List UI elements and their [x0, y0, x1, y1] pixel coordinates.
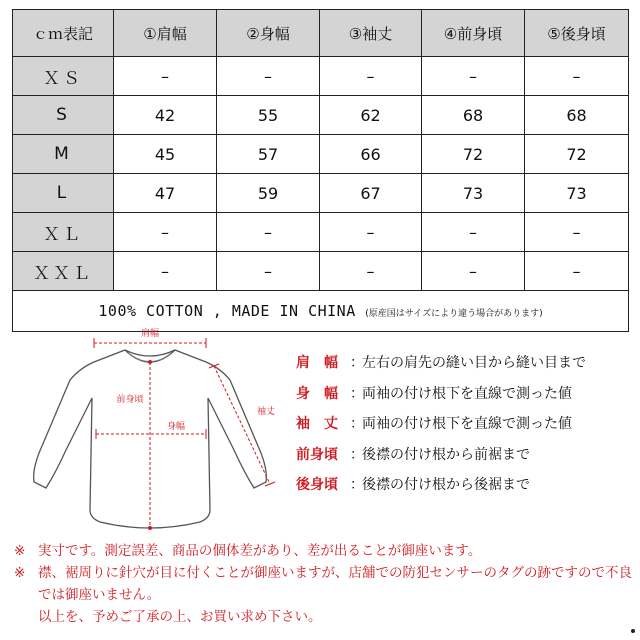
note-item: [14, 562, 634, 606]
body-width-label: 身幅: [166, 422, 186, 432]
table-cell: 47: [114, 174, 217, 213]
origin-disclaimer: (原産国はサイズにより違う場合があります): [365, 309, 543, 319]
size-label: ＸＸＬ: [13, 252, 114, 291]
sleeve-tick-bottom: [265, 482, 275, 486]
table-header-row: [13, 10, 629, 57]
legend-item: [296, 347, 636, 378]
note-mark: [14, 606, 38, 628]
note-mark: ※: [14, 565, 26, 581]
note-text: 襟、裾周りに針穴が目に付くことが御座いますが、店舗での防犯センサーのタグの跡ですので不良では御座いません。: [38, 565, 632, 603]
note-item: [14, 606, 634, 628]
table-cell: 42: [114, 96, 217, 135]
table-cell: –: [114, 213, 217, 252]
table-cell: 68: [525, 96, 629, 135]
table-row: [13, 135, 629, 174]
legend-term: 肩 幅: [296, 355, 338, 372]
measurement-diagram: [30, 322, 290, 537]
legend-description: 後襟の付け根から前裾まで: [362, 446, 530, 463]
legend-description: 両袖の付け根下を直線で測った値: [362, 416, 572, 433]
table-cell: –: [217, 252, 320, 291]
corner-dot: [631, 629, 635, 633]
size-label: L: [13, 174, 114, 213]
table-cell: –: [422, 213, 525, 252]
table-cell: –: [525, 213, 629, 252]
legend-term: 後身頃: [296, 477, 338, 494]
header-back-length: ⑤後身頃: [525, 10, 629, 57]
table-cell: –: [422, 57, 525, 96]
front-length-end-dot: [148, 526, 152, 530]
table-cell: –: [114, 252, 217, 291]
table-cell: 67: [320, 174, 422, 213]
legend-description: 後襟の付け根から後裾まで: [362, 477, 530, 494]
note-mark: ※: [14, 543, 26, 559]
table-cell: 62: [320, 96, 422, 135]
shoulder-label: 肩幅: [140, 329, 160, 339]
size-label: ＸＬ: [13, 213, 114, 252]
table-cell: –: [525, 57, 629, 96]
header-cm-label: ｃｍ表記: [13, 10, 114, 57]
legend-item: [296, 439, 636, 470]
legend-colon: ：: [350, 355, 364, 372]
notes-section: [14, 540, 634, 628]
legend-colon: ：: [350, 385, 364, 402]
legend-description: 両袖の付け根下を直線で測った値: [362, 385, 572, 402]
header-body-width: ②身幅: [217, 10, 320, 57]
size-label: S: [13, 96, 114, 135]
table-cell: 68: [422, 96, 525, 135]
legend-term: 身 幅: [296, 385, 338, 402]
table-cell: 55: [217, 96, 320, 135]
legend-colon: ：: [350, 416, 364, 433]
size-label: ＸＳ: [13, 57, 114, 96]
legend-term: 前身頃: [296, 446, 338, 463]
note-text: 実寸です。測定誤差、商品の個体差があり、差が出ることが御座います。: [38, 543, 482, 559]
legend-item: [296, 408, 636, 439]
table-row: [13, 213, 629, 252]
sleeve-label: 袖丈: [256, 407, 276, 417]
note-text: 以上を、予めご了承の上、お買い求め下さい。: [38, 609, 322, 625]
header-front-length: ④前身頃: [422, 10, 525, 57]
legend-description: 左右の肩先の縫い目から縫い目まで: [362, 355, 586, 372]
header-sleeve: ③袖丈: [320, 10, 422, 57]
table-row: [13, 252, 629, 291]
table-cell: –: [525, 252, 629, 291]
front-length-label: 前身頃: [116, 395, 144, 405]
table-row: [13, 57, 629, 96]
table-cell: 73: [422, 174, 525, 213]
note-item: [14, 540, 634, 562]
size-table: [12, 9, 629, 332]
table-row: [13, 174, 629, 213]
table-cell: 45: [114, 135, 217, 174]
table-cell: 73: [525, 174, 629, 213]
table-cell: –: [320, 57, 422, 96]
measurement-legend: [296, 347, 636, 500]
table-cell: –: [422, 252, 525, 291]
table-cell: –: [320, 252, 422, 291]
table-cell: 57: [217, 135, 320, 174]
table-cell: 66: [320, 135, 422, 174]
table-cell: –: [320, 213, 422, 252]
table-cell: –: [114, 57, 217, 96]
front-length-start-dot: [148, 360, 152, 364]
table-row: [13, 96, 629, 135]
table-cell: –: [217, 57, 320, 96]
size-label: M: [13, 135, 114, 174]
table-cell: 72: [525, 135, 629, 174]
legend-item: [296, 469, 636, 500]
legend-item: [296, 378, 636, 409]
table-cell: 59: [217, 174, 320, 213]
legend-colon: ：: [350, 446, 364, 463]
legend-colon: ：: [350, 477, 364, 494]
table-cell: 72: [422, 135, 525, 174]
table-cell: –: [217, 213, 320, 252]
header-shoulder: ①肩幅: [114, 10, 217, 57]
legend-term: 袖 丈: [296, 416, 338, 433]
material-origin-text: 100% COTTON , MADE IN CHINA: [98, 302, 356, 320]
